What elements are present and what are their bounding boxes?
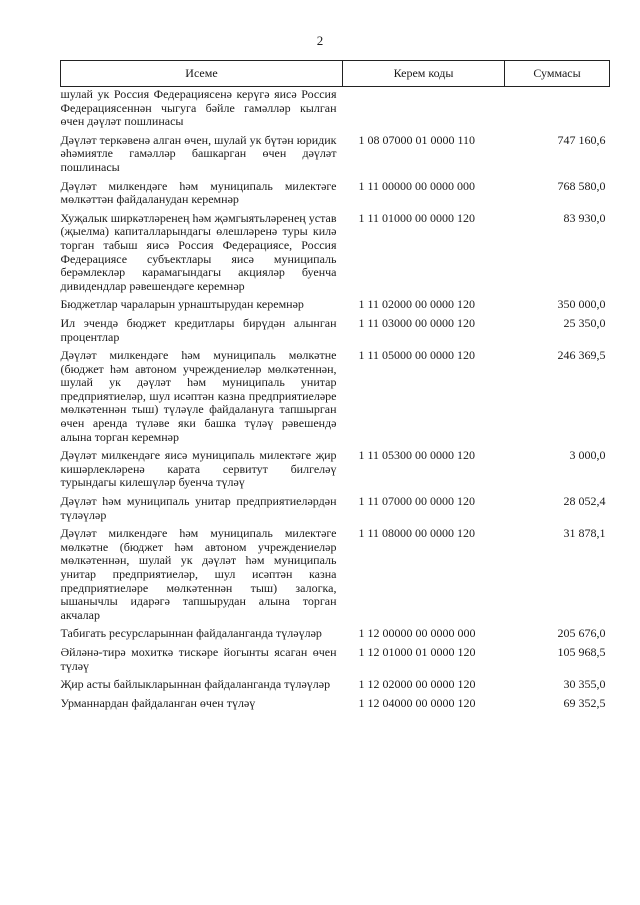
row-code: 1 11 01000 00 0000 120 — [358, 210, 476, 225]
row-amount: 3 000,0 — [569, 448, 606, 463]
row-name: Табигать ресурсларыннан файдаланганда түләүләр — [60, 626, 322, 641]
row-name: Дәүләт милкендәге һәм муниципаль милектәге мөлкәттән файдаланудан керемнәр — [60, 178, 337, 207]
row-code: 1 11 02000 00 0000 120 — [358, 297, 476, 312]
page-number: 2 — [316, 33, 324, 48]
table-row — [61, 627, 610, 646]
row-code: 1 11 08000 00 0000 120 — [358, 526, 476, 541]
row-amount: 31 878,1 — [563, 526, 606, 541]
table-row — [61, 697, 610, 716]
row-name: Җир асты байлыкларыннан файдаланганда түләүләр — [60, 677, 331, 692]
row-code: 1 11 03000 00 0000 120 — [358, 315, 476, 330]
row-code — [343, 87, 505, 134]
row-name: Дәүләт теркәвенә алган өчен, шулай ук бүтән юридик әһәмиятле гамәлләр башкарган өчен дәүләт пошлинасы — [60, 132, 337, 174]
row-name: Дәүләт милкендәге яисә муниципаль милектәге җир кишәрлекләренә карата сервитут билгеләү турындагы килешүләр буенча түләү — [60, 448, 337, 490]
row-name: Ил эчендә бюджет кредитлары бирүдән алынган процентлар — [60, 315, 337, 344]
table-row — [61, 527, 610, 627]
row-code: 1 11 07000 00 0000 120 — [358, 494, 476, 509]
row-name: Урманнардан файдаланган өчен түләү — [60, 695, 256, 710]
row-name: Дәүләт һәм муниципаль унитар предприятиеләрдән түләүләр — [60, 494, 337, 522]
revenue-table — [60, 60, 610, 715]
table-row — [61, 212, 610, 299]
table-row — [61, 317, 610, 349]
row-amount: 30 355,0 — [563, 677, 606, 692]
table-header-row — [61, 61, 610, 87]
row-amount: 105 968,5 — [557, 644, 606, 659]
table-row — [61, 134, 610, 180]
table-row — [61, 180, 610, 212]
table-row — [61, 646, 610, 678]
table-row — [61, 449, 610, 495]
row-code: 1 12 04000 00 0000 120 — [358, 695, 476, 710]
row-code: 1 11 05300 00 0000 120 — [358, 448, 476, 463]
row-amount: 28 052,4 — [563, 494, 606, 509]
table-row — [61, 495, 610, 527]
row-code: 1 11 05000 00 0000 120 — [358, 348, 476, 363]
row-code: 1 11 00000 00 0000 000 — [358, 178, 476, 193]
table-row — [61, 87, 610, 134]
table-row — [61, 678, 610, 697]
row-name: Дәүләт милкендәге һәм муниципаль милектәге мөлкәтне (бюджет һәм автоном учреждениеләр мөлкәтеннән, шулай ук дәүләт һәм муниципаль унитар предприятиеләр, шул исәптән казна предприятиеләре мөлкәтеннән тыш) залогка, ышанычлы идарәгә тапшырудан алына торган акчалар — [60, 526, 337, 622]
row-code: 1 12 02000 00 0000 120 — [358, 677, 476, 692]
row-amount: 350 000,0 — [557, 297, 606, 312]
row-name: Дәүләт милкендәге һәм муниципаль мөлкәтне (бюджет һәм автоном учреждениеләр мөлкәтеннән, шулай ук дәүләт һәм муниципаль унитар предприятиеләр, шул исәптән казна предприятиеләре мөлкәтеннән тыш) түләүле файдалануга тапшырган өчен аренда түләве яки башка түләү рәвешендә алына торган керемнәр — [60, 348, 337, 444]
header-code: Керем коды — [343, 61, 505, 87]
header-name: Исеме — [61, 61, 343, 87]
row-name: Бюджетлар чараларын урнаштырудан керемнәр — [60, 297, 304, 312]
row-amount — [505, 87, 610, 134]
row-name: шулай ук Россия Федерациясенә керүгә яисә Россия Федерациясеннән чыгуга бәйле гамәлләр кылган өчен дәүләт пошлинасы — [60, 87, 337, 129]
header-amount: Суммасы — [505, 61, 610, 87]
row-amount: 69 352,5 — [563, 695, 606, 710]
row-name: Хуҗалык ширкәтләренең һәм җәмгыятьләренең устав (җыелма) капиталларындагы өлешләренә туры килә торган табыш яисә Россия Федерациясе, Россия Федерациясе субъектлары яисә муниципаль берәмлекләр карамагындагы акцияләр буенча дивидендлар рәвешендәге керемнәр — [60, 210, 337, 293]
row-code: 1 08 07000 01 0000 110 — [358, 132, 476, 147]
row-code: 1 12 00000 00 0000 000 — [358, 626, 476, 641]
row-amount: 246 369,5 — [557, 348, 606, 363]
table-row — [61, 298, 610, 317]
row-amount: 768 580,0 — [557, 178, 606, 193]
row-amount: 83 930,0 — [563, 210, 606, 225]
row-amount: 747 160,6 — [557, 132, 606, 147]
row-amount: 205 676,0 — [557, 626, 606, 641]
row-name: Әйләнә-тирә мохиткә тискәре йогынты ясаган өчен түләү — [60, 644, 337, 673]
row-amount: 25 350,0 — [563, 315, 606, 330]
row-code: 1 12 01000 01 0000 120 — [358, 644, 476, 659]
table-row — [61, 349, 610, 449]
